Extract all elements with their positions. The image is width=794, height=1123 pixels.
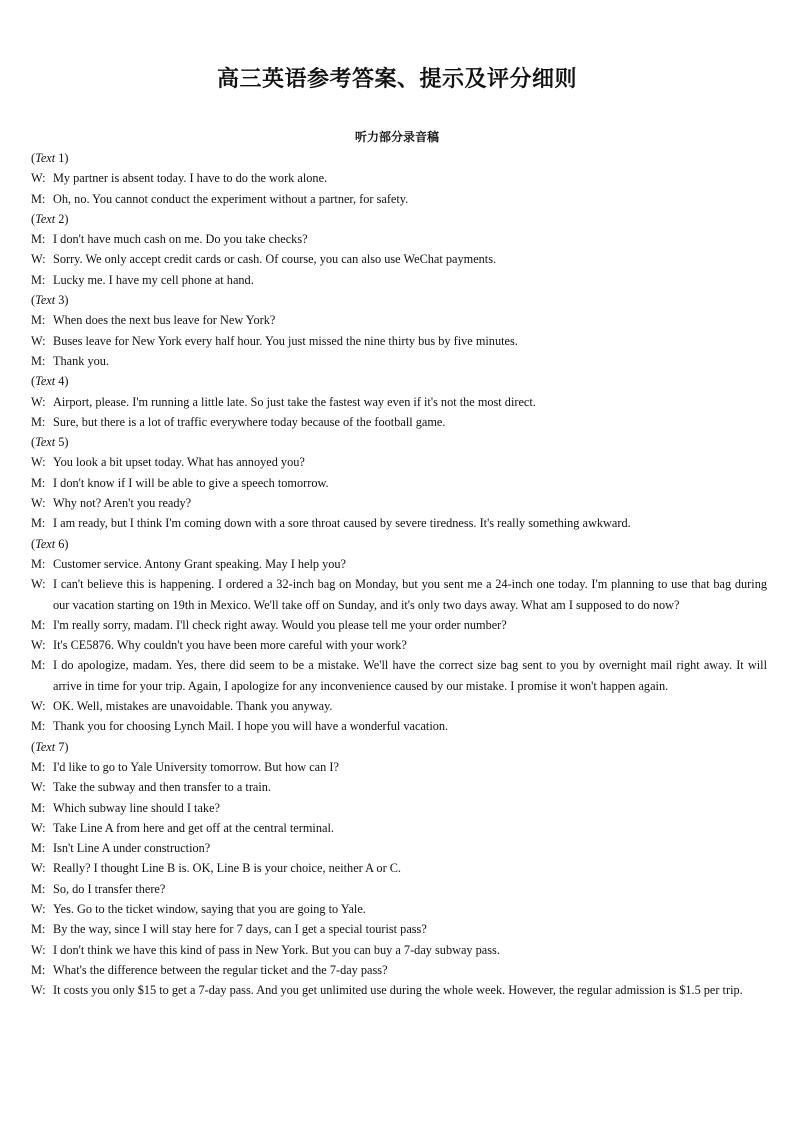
speech-text: Customer service. Antony Grant speaking. May I help you? bbox=[53, 556, 347, 571]
speech-text: Airport, please. I'm running a little late. So just take the fastest way even if it's not the most direct. bbox=[53, 394, 536, 409]
listening-transcript bbox=[31, 148, 767, 1000]
text-label-word: Text bbox=[35, 536, 56, 551]
dialogue-line bbox=[31, 940, 767, 960]
text-label-open: ( bbox=[31, 536, 36, 551]
text-label-open: ( bbox=[31, 374, 36, 389]
dialogue-line bbox=[31, 899, 767, 919]
dialogue-line bbox=[31, 189, 767, 209]
speaker-label: M: bbox=[31, 719, 46, 734]
speech-text: I do apologize, madam. Yes, there did seem to be a mistake. We'll have the correct size bag sent to you by overnight mail right away. It will arrive in time for your trip. Again, I apologize for any inconvenience caused by our mistake. I promise it won't happen again. bbox=[53, 658, 767, 693]
dialogue-line bbox=[31, 513, 767, 533]
text-section-label bbox=[31, 371, 767, 391]
text-label-close: ) bbox=[64, 536, 69, 551]
speech-text: You look a bit upset today. What has annoyed you? bbox=[53, 455, 305, 470]
text-label-num: 4 bbox=[55, 374, 65, 389]
speech-text: Really? I thought Line B is. OK, Line B is your choice, neither A or C. bbox=[53, 861, 402, 876]
speech-text: Lucky me. I have my cell phone at hand. bbox=[53, 272, 254, 287]
speaker-label: W: bbox=[31, 983, 46, 998]
speaker-label: M: bbox=[31, 353, 46, 368]
dialogue-line bbox=[31, 655, 767, 696]
speech-text: Take the subway and then transfer to a train. bbox=[53, 780, 272, 795]
text-section-label bbox=[31, 737, 767, 757]
text-label-open: ( bbox=[31, 211, 36, 226]
text-label-word: Text bbox=[35, 435, 56, 450]
text-label-num: 5 bbox=[55, 435, 65, 450]
speaker-label: M: bbox=[31, 272, 46, 287]
text-label-close: ) bbox=[64, 374, 69, 389]
text-label-word: Text bbox=[35, 739, 56, 754]
speaker-label: W: bbox=[31, 394, 46, 409]
speech-text: Sorry. We only accept credit cards or cash. Of course, you can also use WeChat payments. bbox=[53, 252, 497, 267]
speaker-label: M: bbox=[31, 313, 46, 328]
speaker-label: W: bbox=[31, 638, 46, 653]
text-section-label bbox=[31, 209, 767, 229]
speaker-label: M: bbox=[31, 881, 46, 896]
speech-text: When does the next bus leave for New York? bbox=[53, 313, 276, 328]
speech-text: Oh, no. You cannot conduct the experiment without a partner, for safety. bbox=[53, 191, 409, 206]
speaker-label: M: bbox=[31, 414, 46, 429]
speech-text: I don't know if I will be able to give a speech tomorrow. bbox=[53, 475, 329, 490]
speaker-label: M: bbox=[31, 922, 46, 937]
speech-text: Take Line A from here and get off at the central terminal. bbox=[53, 820, 334, 835]
text-label-num: 2 bbox=[55, 211, 65, 226]
dialogue-line bbox=[31, 757, 767, 777]
dialogue-line bbox=[31, 919, 767, 939]
dialogue-line bbox=[31, 818, 767, 838]
text-section-label bbox=[31, 432, 767, 452]
dialogue-line bbox=[31, 392, 767, 412]
text-label-close: ) bbox=[64, 151, 69, 165]
speech-text: Thank you for choosing Lynch Mail. I hope you will have a wonderful vacation. bbox=[53, 719, 449, 734]
speaker-label: M: bbox=[31, 962, 46, 977]
speech-text: Which subway line should I take? bbox=[53, 800, 220, 815]
text-label-close: ) bbox=[64, 435, 69, 450]
text-label-word: Text bbox=[35, 211, 56, 226]
text-label-close: ) bbox=[64, 739, 69, 754]
dialogue-line bbox=[31, 716, 767, 736]
text-label-word: Text bbox=[35, 374, 56, 389]
speaker-label: W: bbox=[31, 333, 46, 348]
dialogue-line bbox=[31, 310, 767, 330]
dialogue-line bbox=[31, 473, 767, 493]
dialogue-line bbox=[31, 351, 767, 371]
speech-text: My partner is absent today. I have to do the work alone. bbox=[53, 171, 328, 186]
dialogue-line bbox=[31, 554, 767, 574]
page-title: 高三英语参考答案、提示及评分细则 bbox=[216, 67, 577, 92]
text-label-close: ) bbox=[64, 293, 69, 308]
speech-text: Why not? Aren't you ready? bbox=[53, 496, 192, 511]
dialogue-line bbox=[31, 249, 767, 269]
speaker-label: W: bbox=[31, 699, 46, 714]
dialogue-line bbox=[31, 574, 767, 615]
speaker-label: M: bbox=[31, 232, 46, 247]
speech-text: I'd like to go to Yale University tomorrow. But how can I? bbox=[53, 759, 339, 774]
dialogue-line bbox=[31, 838, 767, 858]
speaker-label: W: bbox=[31, 577, 46, 592]
dialogue-line bbox=[31, 229, 767, 249]
speaker-label: W: bbox=[31, 252, 46, 267]
dialogue-line bbox=[31, 331, 767, 351]
speaker-label: M: bbox=[31, 759, 46, 774]
text-label-num: 1 bbox=[55, 151, 65, 165]
section-subtitle: 听力部分录音稿 bbox=[354, 130, 439, 144]
dialogue-line bbox=[31, 879, 767, 899]
dialogue-line bbox=[31, 858, 767, 878]
dialogue-line bbox=[31, 168, 767, 188]
text-label-word: Text bbox=[35, 293, 56, 308]
speaker-label: W: bbox=[31, 455, 46, 470]
text-label-open: ( bbox=[31, 151, 36, 165]
speaker-label: M: bbox=[31, 617, 46, 632]
speaker-label: W: bbox=[31, 496, 46, 511]
text-label-num: 3 bbox=[55, 293, 65, 308]
speaker-label: W: bbox=[31, 901, 46, 916]
speaker-label: M: bbox=[31, 516, 46, 531]
speaker-label: M: bbox=[31, 800, 46, 815]
speech-text: I don't think we have this kind of pass in New York. But you can buy a 7-day subway pass. bbox=[53, 942, 500, 957]
speaker-label: W: bbox=[31, 861, 46, 876]
speech-text: I'm really sorry, madam. I'll check right away. Would you please tell me your order number? bbox=[53, 617, 507, 632]
speech-text: Sure, but there is a lot of traffic everywhere today because of the football game. bbox=[53, 414, 446, 429]
dialogue-line bbox=[31, 980, 767, 1000]
dialogue-line bbox=[31, 452, 767, 472]
speech-text: Yes. Go to the ticket window, saying that you are going to Yale. bbox=[53, 901, 366, 916]
dialogue-line bbox=[31, 777, 767, 797]
speech-text: It's CE5876. Why couldn't you have been more careful with your work? bbox=[53, 638, 407, 653]
dialogue-line bbox=[31, 615, 767, 635]
text-label-word: Text bbox=[35, 151, 56, 165]
speech-text: I am ready, but I think I'm coming down with a sore throat caused by severe tiredness. It's really something awkward. bbox=[53, 516, 631, 531]
dialogue-line bbox=[31, 635, 767, 655]
speaker-label: W: bbox=[31, 820, 46, 835]
text-label-num: 7 bbox=[55, 739, 65, 754]
text-label-open: ( bbox=[31, 739, 36, 754]
speech-text: I don't have much cash on me. Do you take checks? bbox=[53, 232, 308, 247]
speaker-label: M: bbox=[31, 841, 46, 856]
dialogue-line bbox=[31, 270, 767, 290]
dialogue-line bbox=[31, 493, 767, 513]
speech-text: I can't believe this is happening. I ordered a 32-inch bag on Monday, but you sent me a 24-inch one today. I'm planning to use that bag during our vacation starting on 19th in Mexico. We'll take off on Sunday, and it's only two days away. What am I supposed to do now? bbox=[53, 577, 767, 612]
speech-text: What's the difference between the regular ticket and the 7-day pass? bbox=[53, 962, 388, 977]
speech-text: Thank you. bbox=[53, 353, 110, 368]
speaker-label: W: bbox=[31, 171, 46, 186]
text-label-open: ( bbox=[31, 435, 36, 450]
text-section-label bbox=[31, 148, 767, 168]
dialogue-line bbox=[31, 960, 767, 980]
speech-text: OK. Well, mistakes are unavoidable. Thank you anyway. bbox=[53, 699, 333, 714]
speaker-label: W: bbox=[31, 780, 46, 795]
speaker-label: M: bbox=[31, 658, 46, 673]
dialogue-line bbox=[31, 798, 767, 818]
speaker-label: M: bbox=[31, 191, 46, 206]
speech-text: Buses leave for New York every half hour. You just missed the nine thirty bus by five minutes. bbox=[53, 333, 518, 348]
text-section-label bbox=[31, 290, 767, 310]
dialogue-line bbox=[31, 412, 767, 432]
text-label-close: ) bbox=[64, 211, 69, 226]
text-section-label bbox=[31, 534, 767, 554]
speech-text: Isn't Line A under construction? bbox=[53, 841, 211, 856]
speaker-label: M: bbox=[31, 475, 46, 490]
speech-text: So, do I transfer there? bbox=[53, 881, 166, 896]
speaker-label: M: bbox=[31, 556, 46, 571]
speech-text: It costs you only $15 to get a 7-day pass. And you get unlimited use during the whole week. However, the regular admission is $1.5 per trip. bbox=[53, 983, 743, 998]
dialogue-line bbox=[31, 696, 767, 716]
text-label-open: ( bbox=[31, 293, 36, 308]
text-label-num: 6 bbox=[55, 536, 65, 551]
speech-text: By the way, since I will stay here for 7 days, can I get a special tourist pass? bbox=[53, 922, 427, 937]
speaker-label: W: bbox=[31, 942, 46, 957]
